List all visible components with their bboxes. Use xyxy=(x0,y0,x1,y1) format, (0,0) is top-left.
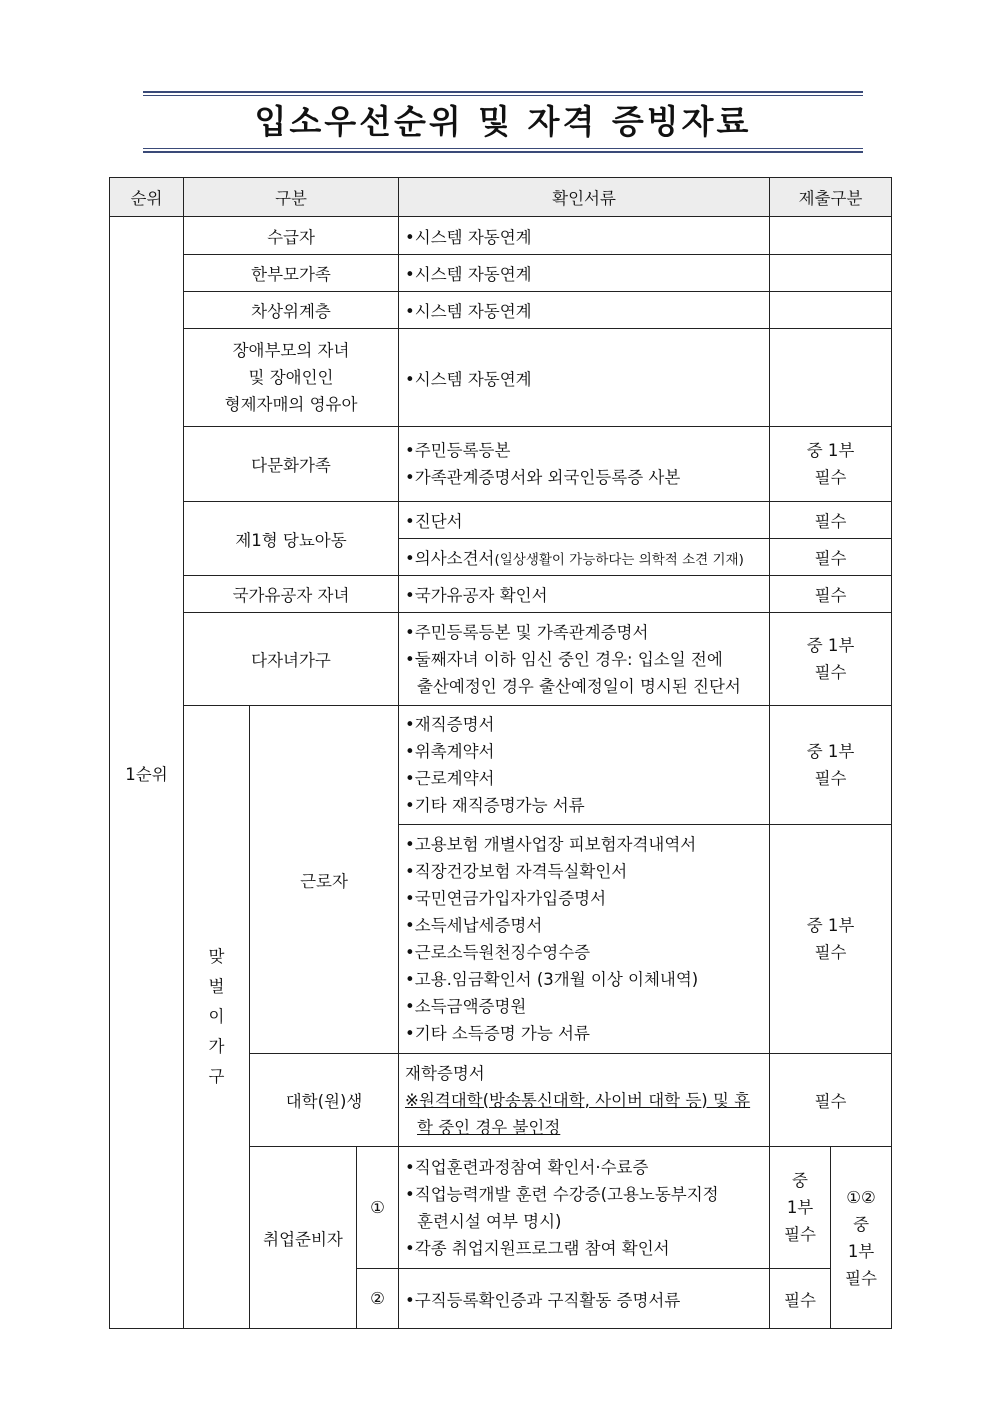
label-student: 대학(원)생 xyxy=(250,1054,399,1147)
header-row xyxy=(110,178,892,217)
job-seeker-num-1: ① xyxy=(357,1147,399,1269)
doc-multicultural-2: •가족관계증명서와 외국인등록증 사본 xyxy=(405,468,681,487)
sub-diabetes-1: 필수 xyxy=(770,502,892,539)
sub-combined-3: 1부 xyxy=(847,1241,875,1261)
row-disabled xyxy=(110,329,892,427)
doc-diabetes-2-note: (일상생활이 가능하다는 의학적 소견 기재) xyxy=(494,552,744,568)
sub-disabled xyxy=(770,329,892,427)
doc-single-parent: •시스템 자동연계 xyxy=(399,255,770,292)
doc-student-2: ※원격대학(방송통신대학, 사이버 대학 등) 및 휴 xyxy=(405,1090,751,1110)
doc-worker-g2-7: •소득금액증명원 xyxy=(405,997,527,1016)
sub-worker-g1-2: 필수 xyxy=(814,769,847,788)
sub-diabetes-2: 필수 xyxy=(770,539,892,576)
doc-worker-g2-4: •소득세납세증명서 xyxy=(405,916,543,935)
sub-recipient xyxy=(770,217,892,255)
job-seeker-num-2: ② xyxy=(357,1269,399,1329)
doc-worker-g1-4: •기타 재직증명가능 서류 xyxy=(405,796,585,815)
sub-worker-group1 xyxy=(770,706,892,825)
doc-worker-g1-3: •근로계약서 xyxy=(405,769,495,788)
doc-student-1: 재학증명서 xyxy=(405,1063,485,1083)
sub-job-seeker-combined xyxy=(831,1147,892,1329)
row-near-poverty xyxy=(110,292,892,329)
label-multi-child: 다자녀가구 xyxy=(184,613,399,706)
sub-combined-1: ①② xyxy=(846,1187,876,1207)
doc-worker-g2-6: •고용.임금확인서 (3개월 이상 이체내역) xyxy=(405,970,699,989)
label-recipient: 수급자 xyxy=(184,217,399,255)
sub-job-seeker-1 xyxy=(770,1147,831,1269)
doc-multi-child xyxy=(399,613,770,706)
label-dual-income xyxy=(184,706,250,1329)
doc-worker-g2-1: •고용보험 개별사업장 피보험자격내역서 xyxy=(405,835,697,854)
sub-worker-g2-1: 중 1부 xyxy=(806,916,855,935)
doc-veteran: •국가유공자 확인서 xyxy=(399,576,770,613)
row-worker-1 xyxy=(110,706,892,825)
sub-combined-2: 중 xyxy=(853,1214,870,1234)
header-documents: 확인서류 xyxy=(399,178,770,217)
rank-cell: 1순위 xyxy=(110,217,184,1329)
sub-multicultural-1: 중 1부 xyxy=(806,441,855,460)
dual-char-4: 가 xyxy=(208,1037,225,1056)
doc-worker-g2-8: •기타 소득증명 가능 서류 xyxy=(405,1024,590,1043)
doc-diabetes-2-main: •의사소견서 xyxy=(405,549,495,568)
sub-job-seeker-1-b: 1부 xyxy=(786,1198,814,1217)
sub-worker-g2-2: 필수 xyxy=(814,943,847,962)
priority-table xyxy=(109,177,892,1329)
label-disabled-line2: 및 장애인인 xyxy=(248,368,334,387)
label-single-parent: 한부모가족 xyxy=(184,255,399,292)
doc-worker-g1-2: •위촉계약서 xyxy=(405,742,495,761)
doc-worker-g2-3: •국민연금가입자가입증명서 xyxy=(405,889,607,908)
doc-disabled: •시스템 자동연계 xyxy=(399,329,770,427)
sub-multicultural-2: 필수 xyxy=(814,468,847,487)
sub-multicultural xyxy=(770,427,892,502)
doc-worker-g1-1: •재직증명서 xyxy=(405,715,495,734)
sub-student: 필수 xyxy=(770,1054,892,1147)
sub-job-seeker-1-a: 중 xyxy=(792,1171,808,1190)
doc-job-seeker-1-1: •직업훈련과정참여 확인서·수료증 xyxy=(405,1157,649,1177)
sub-worker-g1-1: 중 1부 xyxy=(806,742,855,761)
doc-multicultural xyxy=(399,427,770,502)
sub-near-poverty xyxy=(770,292,892,329)
label-disabled xyxy=(184,329,399,427)
row-single-parent xyxy=(110,255,892,292)
doc-worker-group2 xyxy=(399,825,770,1054)
doc-diabetes-1: •진단서 xyxy=(399,502,770,539)
sub-job-seeker-1-c: 필수 xyxy=(784,1225,816,1244)
row-diabetes-1 xyxy=(110,502,892,539)
title-block xyxy=(143,91,863,153)
label-multicultural: 다문화가족 xyxy=(184,427,399,502)
doc-multi-child-1: •주민등록등본 및 가족관계증명서 xyxy=(405,622,649,642)
page-title: 입소우선순위 및 자격 증빙자료 xyxy=(254,102,752,141)
label-worker: 근로자 xyxy=(250,706,399,1054)
sub-single-parent xyxy=(770,255,892,292)
header-submission: 제출구분 xyxy=(770,178,892,217)
label-veteran: 국가유공자 자녀 xyxy=(184,576,399,613)
doc-job-seeker-1-2: •직업능력개발 훈련 수강증(고용노동부지정 xyxy=(405,1184,719,1204)
label-job-seeker: 취업준비자 xyxy=(250,1147,357,1329)
sub-multi-child-2: 필수 xyxy=(814,663,847,682)
doc-worker-g2-5: •근로소득원천징수영수증 xyxy=(405,943,591,962)
doc-worker-group1 xyxy=(399,706,770,825)
row-multicultural xyxy=(110,427,892,502)
dual-char-5: 구 xyxy=(208,1067,225,1086)
doc-worker-g2-2: •직장건강보험 자격득실확인서 xyxy=(405,862,628,881)
label-diabetes: 제1형 당뇨아동 xyxy=(184,502,399,576)
sub-multi-child xyxy=(770,613,892,706)
doc-job-seeker-1-4: •각종 취업지원프로그램 참여 확인서 xyxy=(405,1238,670,1258)
row-veteran xyxy=(110,576,892,613)
dual-char-3: 이 xyxy=(208,1007,225,1026)
sub-worker-group2 xyxy=(770,825,892,1054)
sub-job-seeker-2: 필수 xyxy=(770,1269,831,1329)
doc-multi-child-2: •둘째자녀 이하 임신 중인 경우: 입소일 전에 xyxy=(405,649,723,669)
doc-job-seeker-1-3: 훈련시설 여부 명시) xyxy=(417,1211,562,1231)
dual-char-2: 벌 xyxy=(208,977,225,996)
doc-student-3: 학 중인 경우 불인정 xyxy=(417,1117,561,1137)
label-near-poverty: 차상위계층 xyxy=(184,292,399,329)
doc-job-seeker-2: •구직등록확인증과 구직활동 증명서류 xyxy=(399,1269,770,1329)
label-disabled-line3: 형제자매의 영유아 xyxy=(224,395,358,414)
doc-multi-child-3: 출산예정인 경우 출산예정일이 명시된 진단서 xyxy=(417,676,741,696)
doc-near-poverty: •시스템 자동연계 xyxy=(399,292,770,329)
doc-diabetes-2 xyxy=(399,539,770,576)
doc-job-seeker-1 xyxy=(399,1147,770,1269)
row-recipient xyxy=(110,217,892,255)
sub-veteran: 필수 xyxy=(770,576,892,613)
row-multi-child xyxy=(110,613,892,706)
dual-char-1: 맞 xyxy=(208,947,225,966)
label-disabled-line1: 장애부모의 자녀 xyxy=(232,341,350,360)
header-category: 구분 xyxy=(184,178,399,217)
doc-multicultural-1: •주민등록등본 xyxy=(405,441,511,460)
title-bottom-rule xyxy=(143,148,863,153)
doc-student xyxy=(399,1054,770,1147)
sub-multi-child-1: 중 1부 xyxy=(806,636,855,655)
sub-combined-4: 필수 xyxy=(845,1268,877,1288)
doc-recipient: •시스템 자동연계 xyxy=(399,217,770,255)
header-rank: 순위 xyxy=(110,178,184,217)
